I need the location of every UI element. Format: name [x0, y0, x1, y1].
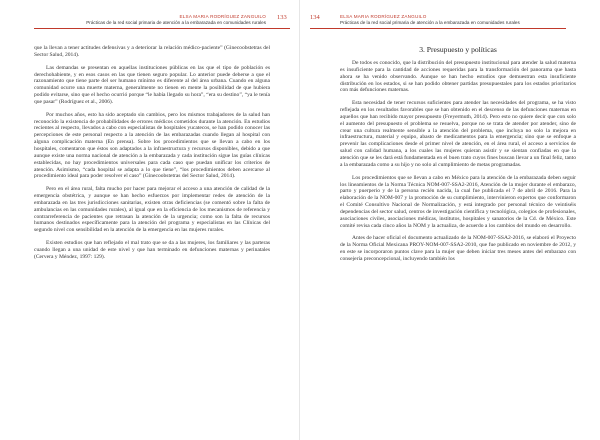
- section-title: 3. Presupuesto y políticas: [419, 45, 497, 54]
- right-header-rule: [310, 28, 566, 29]
- left-header-rule: [34, 28, 290, 29]
- left-paragraph-4: Pero en el área rural, falta mucho por hacer para mejorar el acceso a una atención de calidad de la emergencia obstétrica, y aunque se han hecho esfuerzos por implementar redes de atención de la embarazada en las tres jurisdicciones sanitarias, existen otras deficiencias (se comentó sobre la falta de ambulancias en las comunidades rurales), al igual que en la eficiencia de los mecanismos de referencia y contrarreferencia de pacientes que retrasan la atención de la urgencia; como son la falta de recursos humanos destinados específicamente para la atención del programa y especialistas en las Clínicas del segundo nivel con sensibilidad en la atención de la emergencia en las mujeres rurales.: [34, 186, 270, 234]
- right-page: [300, 0, 600, 440]
- right-running-head-title: Prácticas de la red social primaria de atención a la embarazada en comunidades rurales: [340, 19, 520, 25]
- right-running-head: [340, 14, 520, 25]
- right-paragraph-4: Antes de hacer oficial el documento actualizado de la NOM-007-SSA2-2016, se elaboró el Proyecto de la Norma Oficial Mexicana PROY-NOM-007-SSA2-2010, que fue publicado en noviembre de 2012, y en este se incorporaron puntos clave para la mujer que deben iniciar tres meses antes del embarazo con consejería preconcepcional, incluyendo también los: [340, 235, 576, 262]
- left-body-text: [34, 45, 270, 267]
- left-page-number: 133: [277, 14, 287, 21]
- left-paragraph-5: Existen estudios que han reflejado el mal trato que se da a las mujeres, los familiares y las parteras cuando llegan a una unidad de este nivel y que han terminado en defunciones maternas y perinatales (Cervera y Méndez, 1997: 129).: [34, 240, 270, 260]
- left-paragraph-2: Las demandas se presentan en aquellas instituciones públicas en las que el tipo de población es derechohabiente, y en esos casos en las que tienen seguro popular. Lo anterior puede deberse a que el razonamiento que tiene parte del ser humano mínimo es diferente al del área urbana. Cuando en alguna comunidad ocurre una muerte materna, generalmente no tienen en mente la posibilidad de que hubiera podido evitarse, sino que el hecho ocurrió porque “le había llegado su hora”, “era su destino”, “ya le tenía que pasar” (Rodríguez et al., 2006).: [34, 64, 270, 105]
- left-running-head-title: Prácticas de la red social primaria de atención a la embarazada en comunidades rurales: [86, 19, 266, 25]
- right-paragraph-1: De todos es conocido, que la distribución del presupuesto institucional para atender la salud materna es insuficiente para la cantidad de acciones requeridas para la transformación del panorama que hasta ahora se ha venido observando. Aunque se han hecho estudios que demuestran esta insuficiente distribución en los estados, si se han podido obtener partidas presupuestales para los estados prioritarios con más defunciones maternas.: [340, 60, 576, 94]
- left-paragraph-3: Por muchos años, esto ha sido aceptado sin cambios, pero los mismos trabajadores de la salud han reconocido la existencia de probabilidades de errores médicos cometidos durante la atención. En estudios recientes al respecto, llevados a cabo con especialistas de hospitales yucatecos, se han podido conocer las percepciones de este personal respecto a la atención de las embarazadas cuando llegan al hospital con alguna complicación materna (En prensa). Sobre los procedimientos que se llevan a cabo en los hospitales, comentaron que éstos son adaptados a la infraestructura y recursos disponibles, debido a que aunque existe una norma nacional de atención a la embarazada y cada institución sigue las guías clínicas establecidas, no hay procedimientos universales para cada caso que puedan unificar los criterios de atención. Asimismo, “cada hospital se adapta a lo que tiene”, “los procedimientos deben acercarse al procedimiento ideal para poder resolver el caso” (Ginecoobstetras del Sector Salud, 2014).: [34, 111, 270, 180]
- right-paragraph-2: Esta necesidad de tener recursos suficientes para atender las necesidades del programa, se ha visto reflejada en los resultados favorables que se han obtenido en el descenso de las defunciones maternas en aquellos que han recibido mayor presupuesto (Freyermuth, 2014). Pero esto no quiere decir que con solo el aumento del presupuesto el problema se resuelva, porque no se trata de atender por atender, sino de crear una cultura realmente sensible a la atención del problema, que incluya no solo la mejora en infraestructura, material y equipo, abasto de medicamentos para la emergencia; sino que se enfoque a prevenir las complicaciones desde el primer nivel de atención, en el área rural, el acceso a servicios de salud con calidad humana, a los cuales las mujeres quieran asistir y se sientan confiadas en que la atención que se les dará está fundamentada en el buen trato cuyos fines buscan llevar a un final feliz, tanto a la embarazada como a su hijo y no solo al cumplimiento de metas programadas.: [340, 100, 576, 168]
- left-running-head-author: ELSA MARIA RODRÍGUEZ ZANGUILO: [179, 14, 266, 19]
- left-running-head: [86, 14, 266, 25]
- right-body-text: [340, 45, 576, 269]
- right-paragraph-3: Los procedimientos que se llevan a cabo en México para la atención de la embarazada deben seguir los lineamientos de la Norma Técnica NOM-007-SSA2-2016, Atención de la mujer durante el embarazo, parto y puerperio y de la persona recién nacida, la cual fue publicada el 7 de abril de 2016. Para la elaboración de la NOM-007 y la promoción de su cumplimiento, intervinieron expertos que conformaron el Comité Consultivo Nacional de Normalización, y está integrado por personal técnico de veintiséis dependencias del sector salud, centros de investigación científica y tecnológica, colegios de profesionales, asociaciones civiles, asociaciones médicas, institutos, hospitales y sanatorios de la Cd. de México. Este comité revisa cada cinco años la NOM y la actualiza, de acuerdo a los cambios del mundo en desarrollo.: [340, 174, 576, 229]
- right-running-head-author: ELSA MARIA RODRÍGUEZ ZANGUILO: [340, 14, 427, 19]
- left-paragraph-1: que la llevan a tener actitudes defensivas y a deteriorar la relación médico-paciente” (Ginecoobstetras del Sector Salud, 2014).: [34, 45, 270, 58]
- right-page-number: 134: [310, 14, 320, 21]
